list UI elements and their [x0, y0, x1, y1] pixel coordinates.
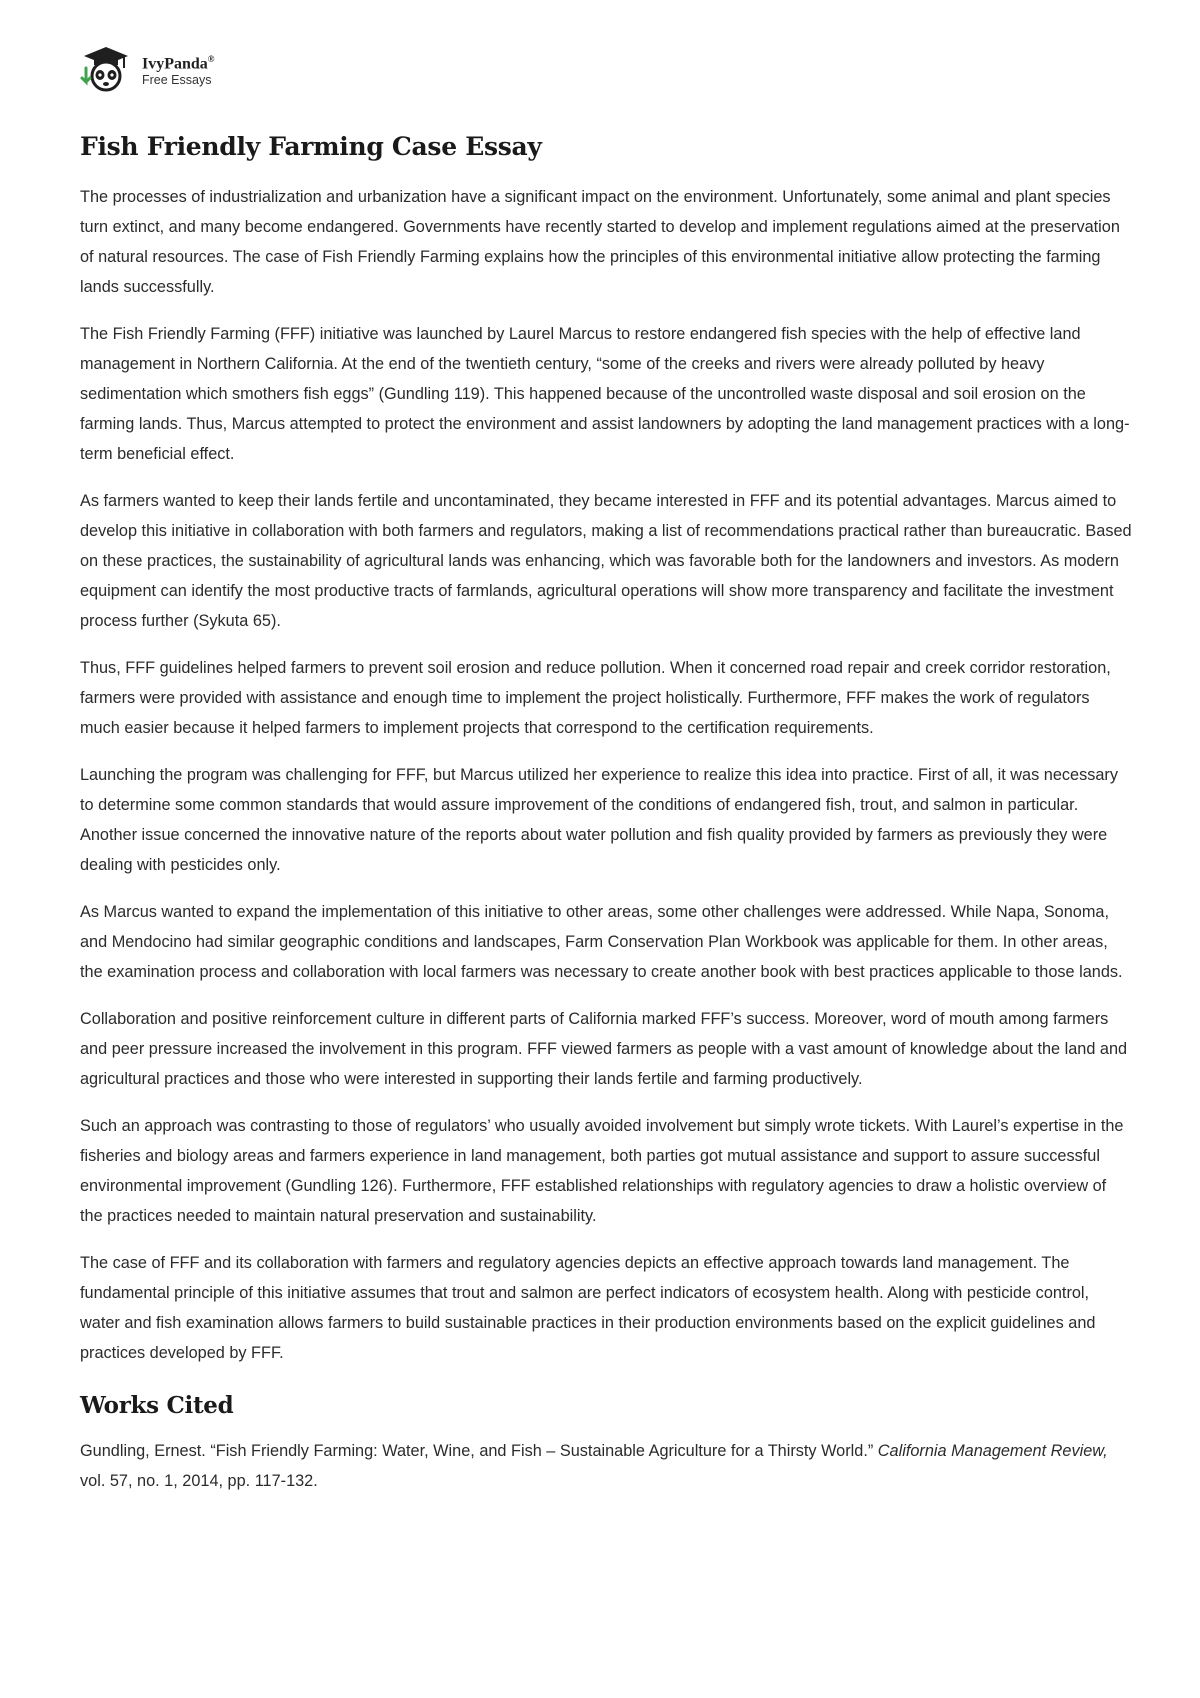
graduation-cap-panda-icon[interactable] — [80, 44, 132, 94]
essay-paragraph: Such an approach was contrasting to those of regulators’ who usually avoided involvement but simply wrote tickets. With Laurel’s expertise in the fisheries and biology areas and farmers experience in land management, both parties got mutual assistance and support to assure successful environmental improvement (Gundling 126). Furthermore, FFF established relationships with regulatory agencies to draw a holistic overview of the practices needed to maintain natural preservation and sustainability. — [80, 1117, 1124, 1225]
brand-tagline: Free Essays — [142, 73, 212, 88]
essay-title: Fish Friendly Farming Case Essay — [80, 132, 542, 161]
citation-journal: California Management Review, — [877, 1442, 1108, 1460]
citation-author-title: Gundling, Ernest. “Fish Friendly Farming: Water, Wine, and Fish – Sustainable Agriculture for a Thirsty World.” — [80, 1442, 878, 1460]
essay-paragraph: Collaboration and positive reinforcement culture in different parts of California marked FFF’s success. Moreover, word of mouth among farmers and peer pressure increased the involvement in this program. FFF viewed farmers as people with a vast amount of knowledge about the land and agricultural practices and those who were interested in supporting their lands fertile and farming productively. — [80, 1010, 1128, 1088]
essay-paragraph: The Fish Friendly Farming (FFF) initiative was launched by Laurel Marcus to restore endangered fish species with the help of effective land management in Northern California. At the end of the twentieth century, “some of the creeks and rivers were already polluted by heavy sedimentation which smothers fish eggs” (Gundling 119). This happened because of the uncontrolled waste disposal and soil erosion on the farming lands. Thus, Marcus attempted to protect the environment and assist landowners by adopting the land management practices with a long-term beneficial effect. — [80, 325, 1130, 463]
works-cited-heading: Works Cited — [80, 1392, 234, 1419]
essay-paragraph: As farmers wanted to keep their lands fertile and uncontaminated, they became interested in FFF and its potential advantages. Marcus aimed to develop this initiative in collaboration with both farmers and regulators, making a list of recommendations practical rather than bureaucratic. Based on these practices, the sustainability of agricultural lands was enhancing, which was favorable both for the landowners and investors. As modern equipment can identify the most productive tracts of farmlands, agricultural operations will show more transparency and facilitate the investment process further (Sykuta 65). — [80, 492, 1132, 630]
essay-paragraph: Launching the program was challenging for FFF, but Marcus utilized her experience to realize this idea into practice. First of all, it was necessary to determine some common standards that would assure improvement of the conditions of endangered fish, trout, and salmon in particular. Another issue concerned the innovative nature of the reports about water pollution and fish quality provided by farmers as previously they were dealing with pesticides only. — [80, 766, 1118, 874]
citation-entry — [80, 1436, 1132, 1496]
essay-paragraph: The processes of industrialization and urbanization have a significant impact on the environment. Unfortunately, some animal and plant species turn extinct, and many become endangered. Governments have recently started to develop and implement regulations aimed at the preservation of natural resources. The case of Fish Friendly Farming explains how the principles of this environmental initiative allow protecting the farming lands successfully. — [80, 188, 1120, 296]
site-header — [80, 44, 215, 94]
brand-name[interactable]: IvyPanda® — [142, 53, 215, 73]
essay-paragraph: Thus, FFF guidelines helped farmers to prevent soil erosion and reduce pollution. When it concerned road repair and creek corridor restoration, farmers were provided with assistance and enough time to implement the project holistically. Furthermore, FFF makes the work of regulators much easier because it helped farmers to implement projects that correspond to the certification requirements. — [80, 659, 1111, 737]
essay-paragraph: As Marcus wanted to expand the implementation of this initiative to other areas, some other challenges were addressed. While Napa, Sonoma, and Mendocino had similar geographic conditions and landscapes, Farm Conservation Plan Workbook was applicable for them. In other areas, the examination process and collaboration with local farmers was necessary to create another book with best practices applicable to those lands. — [80, 903, 1123, 981]
essay-content — [80, 130, 1132, 1513]
essay-paragraph: The case of FFF and its collaboration with farmers and regulatory agencies depicts an effective approach towards land management. The fundamental principle of this initiative assumes that trout and salmon are perfect indicators of ecosystem health. Along with pesticide control, water and fish examination allows farmers to build sustainable practices in their production environments based on the explicit guidelines and practices developed by FFF. — [80, 1254, 1096, 1362]
logo-text[interactable] — [142, 50, 215, 88]
citation-details: vol. 57, no. 1, 2014, pp. 117-132. — [80, 1472, 318, 1490]
